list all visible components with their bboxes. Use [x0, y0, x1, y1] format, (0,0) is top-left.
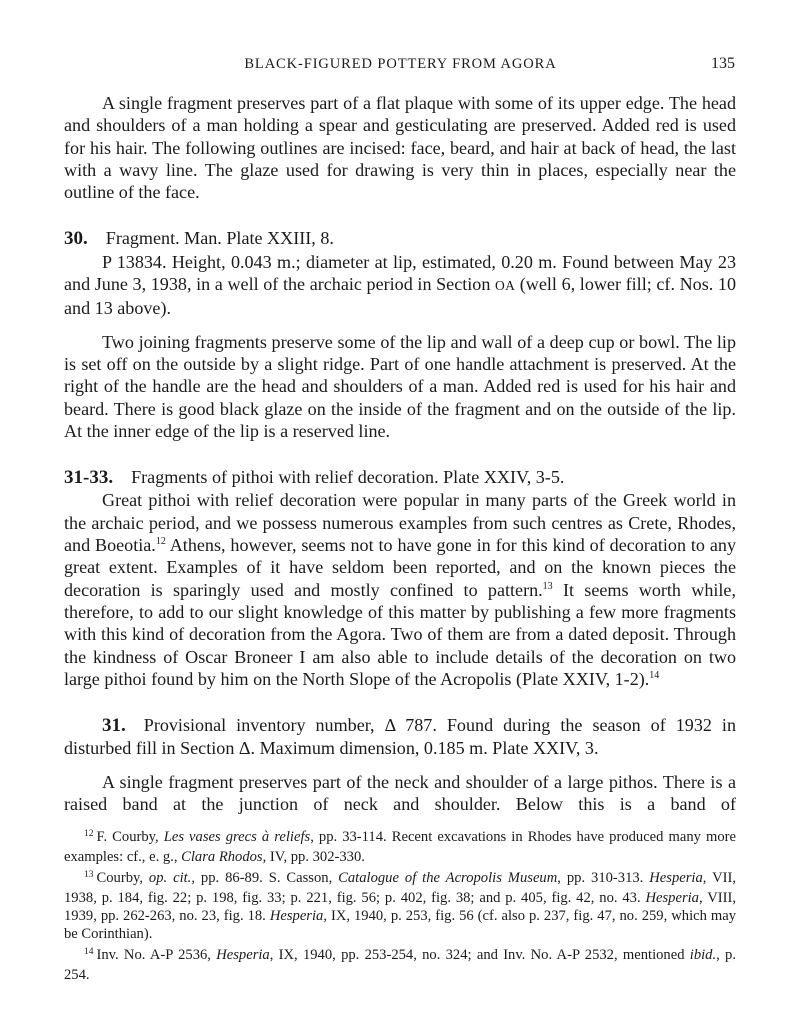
fn14-text-2: , IX, 1940, pp. 253-254, no. 324; and Inv. No. A-P 2532, mentioned — [269, 946, 690, 963]
fn13-hesperia-1: Hesperia — [649, 869, 703, 886]
entry-31-heading — [64, 714, 736, 760]
entry-30-inventory-text-end: (well 6, lower fill; cf. Nos. 10 and 13 above). — [64, 274, 736, 319]
fn13-hesperia-2: Hesperia — [645, 889, 699, 906]
fn14-text: Inv. No. A-P 2536, — [96, 946, 217, 963]
entry-30-description: Two joining fragments preserve some of the lip and wall of a deep cup or bowl. The lip is set off on the outside by a slight ridge. Part of one handle attachment is preserved. At the right of the handle are the head and shoulders of a man. Added red is used for his hair and beard. There is good black glaze on the inside of the fragment and on the outside of the lip. At the inner edge of the lip is a reserved line. — [64, 331, 736, 441]
fn14-ibid: ibid. — [689, 946, 717, 963]
fn12-title: Les vases grecs à reliefs — [163, 829, 311, 845]
fn13-catalogue: Catalogue of the Acropolis Museum — [338, 869, 558, 886]
running-head — [0, 56, 801, 78]
entry-31-33-intro — [64, 489, 736, 690]
entry-30-title: Fragment. Man. Plate XXIII, 8. — [105, 228, 334, 249]
fn12-text-2: , pp. 33-114. Recent excavations in Rhodes have produced many more examples: cf., e. g., — [64, 829, 737, 866]
footnote-13 — [64, 869, 736, 944]
footnote-13-number: 13 — [84, 869, 94, 880]
fn14-hesperia: Hesperia — [216, 946, 270, 963]
entry-30-inventory — [64, 251, 736, 320]
pithoi-text-2: Athens, however, seems not to have gone in for this kind of decoration to any great extent. Examples of it have seldom been reported, and on the known pieces the decoration is sparingly used and mostly confined to pattern. — [64, 535, 736, 600]
page-number: 135 — [711, 55, 735, 72]
article-body — [64, 92, 736, 815]
footnote-14-number: 14 — [84, 946, 94, 957]
fn13-opcit: op. cit. — [148, 869, 192, 886]
footnote-ref-14[interactable]: 14 — [649, 669, 660, 681]
footnote-14 — [64, 946, 736, 985]
footnotes — [64, 828, 736, 986]
footnote-ref-12[interactable]: 12 — [155, 536, 166, 548]
entry-31-description: A single fragment preserves part of the neck and shoulder of a large pithos. There is a raised band at the junction of neck and shoulder. Below this is a band of — [64, 771, 736, 815]
fn13-hesperia-3: Hesperia — [269, 908, 324, 925]
fn13-text-6: , IX, 1940, p. 253, fig. 56 (cf. also p. 237, fig. 47, no. 259, which may be Corinthian). — [64, 908, 737, 943]
entry-31-33-title: Fragments of pithoi with relief decoration. Plate XXIV, 3-5. — [131, 467, 565, 488]
entry-31-33-heading — [64, 466, 736, 489]
fn13-text-4: , VII, 1938, p. 184, fig. 22; p. 198, fig. 33; p. 221, fig. 56; p. 402, fig. 38; and p. 405, fig. 42, no. 43. — [64, 869, 736, 906]
pithoi-text-3: It seems worth while, therefore, to add to our slight knowledge of this matter by publishing a few more fragments with this kind of decoration from the Agora. Two of them are from a dated deposit. Through the kindness of Oscar Broneer I am also able to include details of the decoration on two large pithoi found by him on the North Slope of the Acropolis (Plate XXIV, 1-2). — [64, 579, 736, 689]
running-title: BLACK-FIGURED POTTERY FROM AGORA — [244, 56, 557, 72]
intro-paragraph: A single fragment preserves part of a flat plaque with some of its upper edge. The head and shoulders of a man holding a spear and gesticulating are preserved. Added red is used for his hair. The following outlines are incised: face, beard, and hair at back of head, the last with a wavy line. The glaze used for drawing is very thin in places, especially near the outline of the face. — [64, 93, 736, 203]
entry-31-number: 31. — [102, 715, 126, 737]
fn14-text-3: , p. 254. — [64, 946, 737, 984]
entry-30-inventory-text: P 13834. Height, 0.043 m.; diameter at lip, estimated, 0.20 m. Found between May 23 and June 3, 1938, in a well of the archaic period in Section — [64, 251, 736, 295]
pithoi-text-1: Great pithoi with relief decoration were popular in many parts of the Greek world in the archaic period, and we possess numerous examples from such centres as Crete, Rhodes, and Boeotia. — [64, 490, 736, 556]
entry-31-33-number: 31-33. — [64, 467, 114, 489]
fn13-text-5: , VIII, 1939, pp. 262-263, no. 23, fig. 18. — [64, 889, 736, 925]
fn13-text: Courby, — [96, 869, 149, 886]
footnote-ref-13[interactable]: 13 — [542, 580, 553, 592]
section-label: OA — [495, 278, 516, 294]
fn12-journal: Clara Rhodos — [181, 849, 263, 866]
entry-30-heading — [64, 227, 736, 250]
fn13-text-3: , pp. 310-313. — [557, 869, 650, 886]
fn12-text-3: , IV, pp. 302-330. — [262, 849, 365, 866]
entry-30-number: 30. — [64, 228, 88, 250]
entry-31-text: Provisional inventory number, Δ 787. Found during the season of 1932 in disturbed fill in Section Δ. Maximum dimension, 0.185 m. Plate XXIV, 3. — [64, 715, 736, 759]
fn13-text-2: , pp. 86-89. S. Casson, — [191, 869, 339, 886]
footnote-12 — [64, 828, 736, 867]
fn12-text: F. Courby, — [96, 829, 164, 845]
footnote-12-number: 12 — [84, 829, 94, 839]
